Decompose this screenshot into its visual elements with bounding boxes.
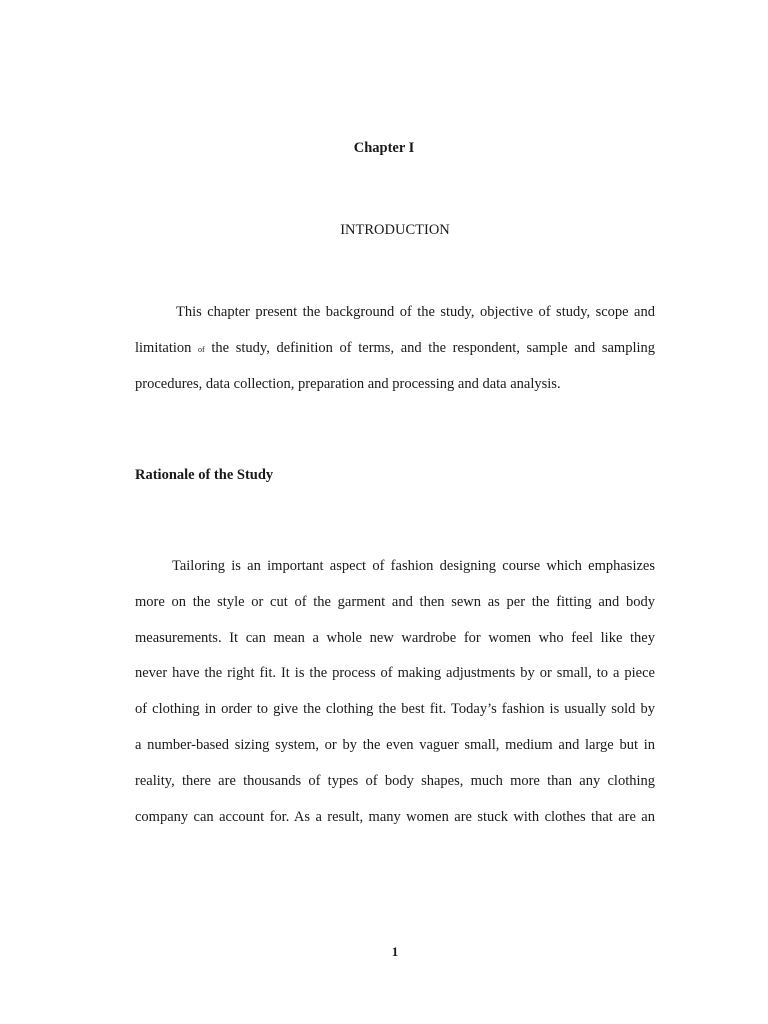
intro-line-1 [135,295,655,331]
rationale-paragraph [135,549,655,835]
introduction-heading: INTRODUCTION [340,222,450,238]
intro-line-1-text: This chapter present the background of the study, objective of study, scope and [176,304,655,320]
rationale-line: never have the right fit. It is the process of making adjustments by or small, to a piece [135,665,655,682]
intro-line-2b-text: the study, definition of terms, and the respondent, sample and sampling [211,339,656,356]
rationale-line: reality, there are thousands of types of body shapes, much more than any clothing [135,772,655,789]
rationale-line: more on the style or cut of the garment and then sewn as per the fitting and body [135,593,655,610]
intro-line-3: procedures, data collection, preparation and processing and data analysis. [135,375,561,392]
rationale-line: measurements. It can mean a whole new wardrobe for women who feel like they [135,629,655,646]
rationale-line: a number-based sizing system, or by the even vaguer small, medium and large but in [135,736,655,753]
page-number: 1 [391,944,399,959]
intro-paragraph [135,295,655,402]
rationale-line-text: Tailoring is an important aspect of fashion designing course which emphasizes [172,558,655,574]
rationale-line: company can account for. As a result, many women are stuck with clothes that are an [135,808,655,825]
intro-line-2-of-text: of [198,344,205,354]
intro-line-2a-text: limitation [135,339,192,356]
rationale-line [135,549,655,585]
rationale-line: of clothing in order to give the clothing the best fit. Today’s fashion is usually sold by [135,701,655,718]
rationale-heading: Rationale of the Study [135,467,274,483]
chapter-title: Chapter I [353,140,415,156]
intro-line-2 [135,331,655,367]
